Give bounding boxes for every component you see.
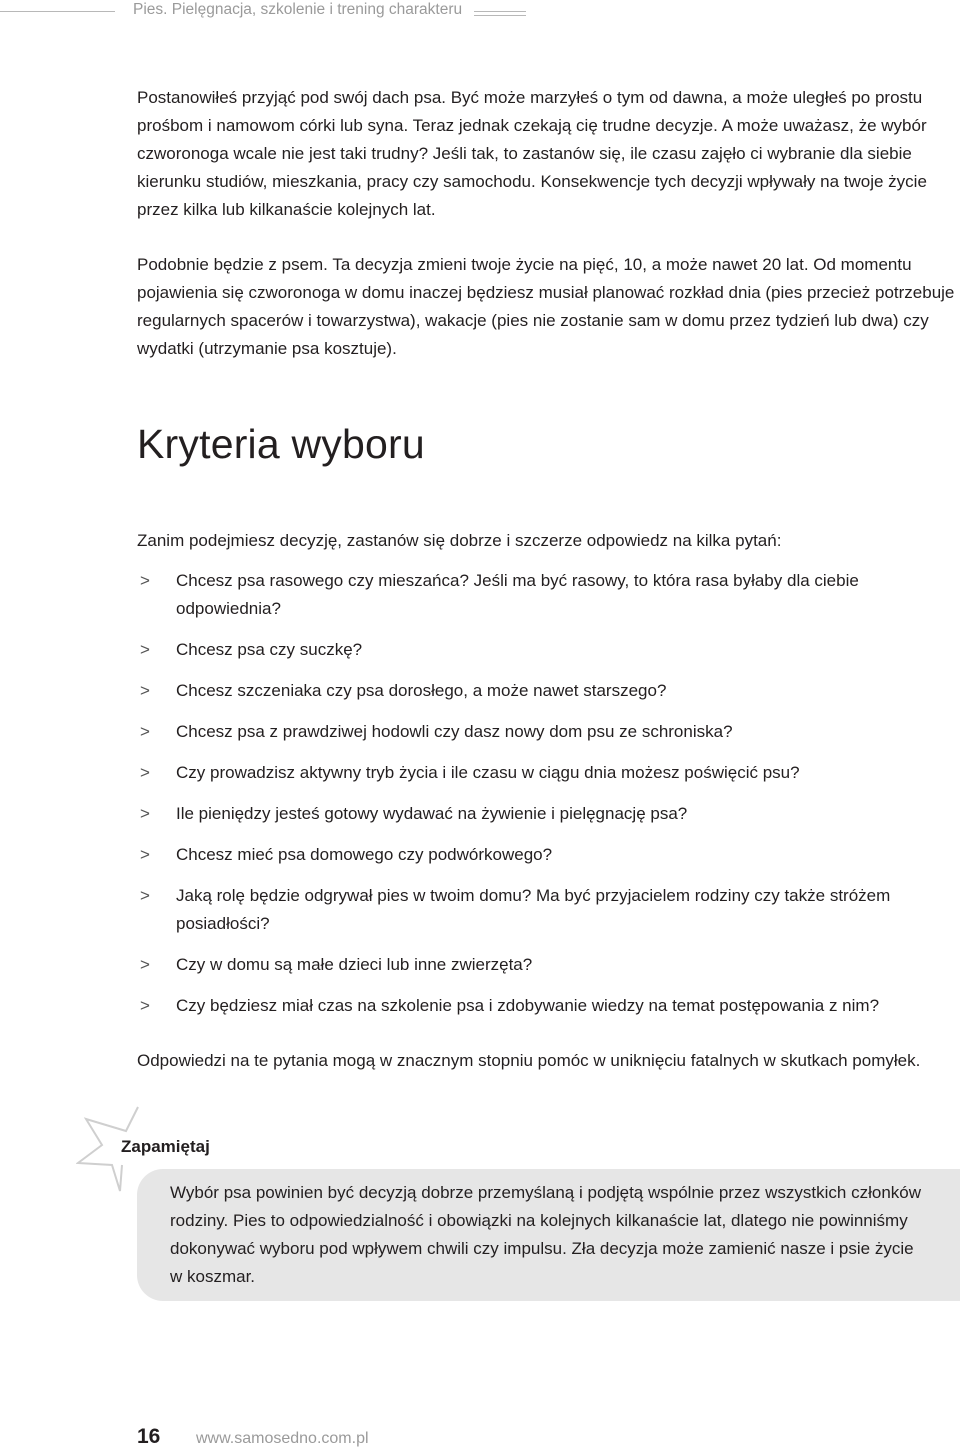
question-text: Chcesz psa czy suczkę?: [176, 640, 363, 659]
page-number: 16: [137, 1425, 161, 1448]
chevron-right-icon: >: [140, 845, 150, 864]
chevron-right-icon: >: [140, 681, 150, 700]
question-text: Chcesz psa z prawdziwej hodowli czy dasz nowy dom psu ze schroniska?: [176, 722, 733, 741]
list-item: [137, 636, 960, 664]
body-paragraph-2: Podobnie będzie z psem. Ta decyzja zmieni twoje życie na pięć, 10, a może nawet 20 lat. Od momentu pojawienia się czworonoga w domu inaczej będziesz musiał planować rozkład dnia (pies przecież potrzebuje regularnych spacerów i towarzystwa), wakacje (pies nie zostanie sam w domu przez tydzień lub dwa) czy wydatki (utrzymanie psa kosztuje).: [137, 255, 955, 358]
question-text: Chcesz psa rasowego czy mieszańca? Jeśli ma być rasowy, to która rasa byłaby dla ciebie odpowiednia?: [176, 571, 859, 618]
header-rule-right-lower: [474, 15, 526, 16]
note-text: Wybór psa powinien być decyzją dobrze przemyślaną i podjętą wspólnie przez wszystkich członków rodziny. Pies to odpowiedzialność i obowiązki na kolejnych kilkanaście lat, dlatego nie powinniśmy dokonywać wyboru pod wpływem chwili czy impulsu. Zła decyzja może zamienić nasze i psie życie w koszmar.: [170, 1183, 922, 1286]
list-item: [137, 951, 960, 979]
header-rule-left: [0, 11, 115, 12]
list-item: [137, 677, 960, 705]
chevron-right-icon: >: [140, 955, 150, 974]
chevron-right-icon: >: [140, 571, 150, 590]
list-item: [137, 800, 960, 828]
list-item: [137, 567, 960, 623]
section-outro: Odpowiedzi na te pytania mogą w znacznym stopniu pomóc w uniknięciu fatalnych w skutkach pomyłek.: [137, 1051, 921, 1070]
chevron-right-icon: >: [140, 763, 150, 782]
question-text: Chcesz szczeniaka czy psa dorosłego, a może nawet starszego?: [176, 681, 667, 700]
question-text: Jaką rolę będzie odgrywał pies w twoim domu? Ma być przyjacielem rodziny czy także stróżem posiadłości?: [176, 886, 891, 933]
chevron-right-icon: >: [140, 886, 150, 905]
list-item: [137, 718, 960, 746]
footer-url: www.samosedno.com.pl: [196, 1430, 369, 1447]
running-header: Pies. Pielęgnacja, szkolenie i trening charakteru: [133, 1, 463, 18]
chevron-right-icon: >: [140, 804, 150, 823]
question-list: [137, 567, 960, 1033]
chevron-right-icon: >: [140, 722, 150, 741]
note-label: Zapamiętaj: [121, 1137, 210, 1156]
section-title: Kryteria wyboru: [137, 421, 425, 467]
list-item: [137, 759, 960, 787]
question-text: Czy w domu są małe dzieci lub inne zwierzęta?: [176, 955, 533, 974]
chevron-right-icon: >: [140, 996, 150, 1015]
body-paragraph-1: Postanowiłeś przyjąć pod swój dach psa. Być może marzyłeś o tym od dawna, a może uległeś po prostu prośbom i namowom córki lub syna. Teraz jednak czekają cię trudne decyzje. A może uważasz, że wybór czworonoga wcale nie jest taki trudny? Jeśli tak, to zastanów się, ile czasu zajęło ci wybranie dla siebie kierunku studiów, mieszkania, pracy czy samochodu. Konsekwencje tych decyzji wpływały na twoje życie przez kilka lub kilkanaście kolejnych lat.: [137, 88, 927, 219]
list-item: [137, 841, 960, 869]
question-text: Ile pieniędzy jesteś gotowy wydawać na żywienie i pielęgnację psa?: [176, 804, 688, 823]
question-text: Czy prowadzisz aktywny tryb życia i ile czasu w ciągu dnia możesz poświęcić psu?: [176, 763, 800, 782]
list-item: [137, 992, 960, 1020]
section-intro: Zanim podejmiesz decyzję, zastanów się dobrze i szczerze odpowiedz na kilka pytań:: [137, 531, 782, 550]
chevron-right-icon: >: [140, 640, 150, 659]
header-rule-right: [474, 11, 526, 12]
question-text: Czy będziesz miał czas na szkolenie psa i zdobywanie wiedzy na temat postępowania z nim?: [176, 996, 880, 1015]
list-item: [137, 882, 960, 938]
note-box: [137, 1169, 960, 1301]
question-text: Chcesz mieć psa domowego czy podwórkowego?: [176, 845, 553, 864]
